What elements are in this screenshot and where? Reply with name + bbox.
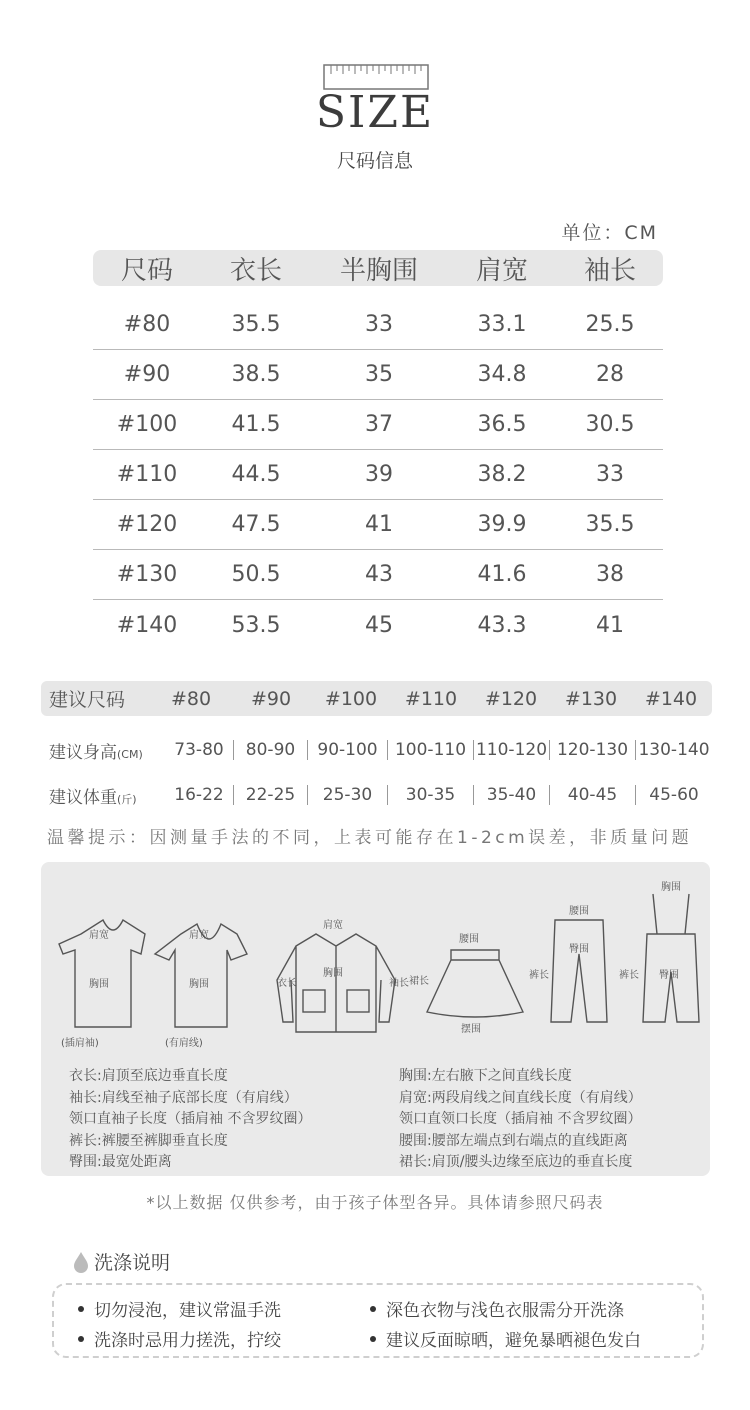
- recommend-header-label: 建议尺码: [49, 689, 126, 711]
- height-value: 110-120: [473, 740, 549, 760]
- label-chest: 胸围: [323, 968, 343, 979]
- label-shoulder: 肩宽: [323, 920, 343, 931]
- table-cell: 43.3: [477, 612, 527, 638]
- table-cell: #110: [116, 462, 178, 487]
- height-value: 130-140: [635, 740, 712, 760]
- label-length: 衣长: [277, 978, 297, 989]
- water-drop-icon: [72, 1251, 90, 1273]
- table-cell: #130: [116, 562, 178, 587]
- bullet-icon: [78, 1306, 84, 1312]
- table-cell: #120: [116, 512, 178, 537]
- weight-value: 35-40: [473, 785, 549, 805]
- height-value: 120-130: [549, 740, 635, 760]
- overalls-icon: [643, 894, 699, 1022]
- table-cell: 33: [596, 462, 624, 487]
- table-row: [93, 600, 663, 650]
- garment-diagrams: [41, 862, 710, 1062]
- label-skirt-length: 裙长: [409, 976, 429, 987]
- definition: 腰围:腰部左端点到右端点的直线距离: [399, 1132, 628, 1149]
- table-row: [93, 400, 663, 450]
- label-hip: 臀围: [659, 970, 679, 981]
- table-cell: 38: [596, 562, 624, 587]
- table-cell: #100: [116, 412, 178, 437]
- label-pants-length: 裤长: [619, 970, 639, 981]
- label-chest: 胸围: [89, 979, 109, 990]
- table-cell: 41.6: [477, 562, 527, 587]
- table-cell: 39.9: [477, 512, 527, 537]
- recommend-height-row: [41, 731, 712, 769]
- label-hip: 臀围: [569, 944, 589, 955]
- pants-icon: [551, 920, 607, 1022]
- recommend-size: #140: [644, 687, 698, 710]
- table-cell: 38.5: [231, 362, 281, 387]
- recommend-size: #120: [484, 687, 538, 710]
- bullet-icon: [370, 1306, 376, 1312]
- header-cell: 尺码: [120, 255, 173, 286]
- size-table: [93, 250, 663, 650]
- recommend-header: [41, 681, 712, 716]
- table-cell: #140: [116, 612, 178, 638]
- unit-label: 单位：CM: [561, 222, 658, 244]
- definition: 裤长:裤腰至裤脚垂直长度: [69, 1132, 228, 1149]
- header-cell: 半胸围: [339, 255, 418, 286]
- label-waist: 腰围: [569, 906, 589, 917]
- table-row: [93, 550, 663, 600]
- definition: 裙长:肩顶/腰头边缘至底边的垂直长度: [399, 1154, 633, 1170]
- definitions-left: [69, 1066, 311, 1174]
- height-value: 73-80: [174, 740, 224, 760]
- table-cell: 45: [365, 612, 393, 638]
- wash-item: 深色衣物与浅色衣服需分开洗涤: [370, 1296, 624, 1321]
- table-row: [93, 450, 663, 500]
- height-value: 90-100: [307, 740, 387, 760]
- table-cell: 41: [596, 612, 624, 638]
- measurement-diagram-panel: [41, 862, 710, 1176]
- weight-value: 25-30: [307, 785, 387, 805]
- label-waist: 腰围: [459, 934, 479, 945]
- measurement-tip: 温馨提示：因测量手法的不同，上表可能存在1-2cm误差，非质量问题: [47, 828, 693, 848]
- label-shoulder: 肩宽: [89, 930, 109, 941]
- label-shoulder: 肩宽: [189, 930, 209, 941]
- weight-value: 16-22: [174, 785, 224, 805]
- table-cell: 53.5: [231, 612, 281, 638]
- label-pants-length: 裤长: [529, 970, 549, 981]
- table-cell: 35.5: [231, 312, 281, 337]
- wash-item: 切勿浸泡，建议常温手洗: [78, 1296, 281, 1321]
- table-cell: 39: [365, 462, 393, 487]
- table-cell: 41.5: [231, 412, 281, 437]
- size-table-header: [93, 250, 663, 286]
- table-cell: 37: [365, 412, 393, 437]
- table-cell: 33: [365, 312, 393, 337]
- caption-raglan: (插肩袖): [61, 1038, 99, 1049]
- page-subtitle: 尺码信息: [336, 150, 413, 172]
- table-cell: 36.5: [477, 412, 527, 437]
- recommend-size: #100: [324, 687, 378, 710]
- table-cell: #90: [123, 362, 171, 387]
- wash-item: 洗涤时忌用力搓洗，拧绞: [78, 1326, 281, 1351]
- height-value: 80-90: [233, 740, 307, 760]
- table-cell: 30.5: [585, 412, 635, 437]
- caption-shoulder: (有肩线): [165, 1038, 203, 1049]
- table-row: [93, 300, 663, 350]
- weight-value: 22-25: [233, 785, 307, 805]
- definition: 领口直袖子长度（插肩袖 不含罗纹圈）: [69, 1111, 312, 1127]
- table-cell: 35.5: [585, 512, 635, 537]
- recommend-size: #80: [170, 687, 212, 710]
- label-hem: 摆围: [461, 1024, 481, 1035]
- definitions-right: [399, 1066, 642, 1174]
- skirt-icon: [427, 950, 523, 1017]
- header-cell: 肩宽: [475, 255, 528, 286]
- table-cell: #80: [123, 312, 171, 337]
- definition: 肩宽:两段肩线之间直线长度（有肩线）: [399, 1089, 642, 1106]
- label-sleeve: 袖长: [389, 978, 409, 989]
- recommend-size: #110: [404, 687, 458, 710]
- table-row: [93, 350, 663, 400]
- wash-title-text: 洗涤说明: [94, 1252, 171, 1274]
- table-cell: 47.5: [231, 512, 281, 537]
- table-cell: 34.8: [477, 362, 527, 387]
- wash-title: [72, 1248, 170, 1275]
- table-cell: 43: [365, 562, 393, 587]
- page-title: SIZE: [315, 87, 435, 138]
- definition: 领口直领口长度（插肩袖 不含罗纹圈）: [399, 1111, 642, 1127]
- weight-value: 30-35: [387, 785, 473, 805]
- label-chest: 胸围: [189, 979, 209, 990]
- height-value: 100-110: [387, 740, 473, 760]
- table-row: [93, 500, 663, 550]
- bullet-icon: [78, 1336, 84, 1342]
- header-cell: 袖长: [583, 255, 636, 286]
- table-cell: 41: [365, 512, 393, 537]
- table-cell: 35: [365, 362, 393, 387]
- weight-value: 45-60: [635, 785, 712, 805]
- recommend-size: #130: [564, 687, 618, 710]
- recommend-size: #90: [250, 687, 292, 710]
- weight-label: 建议体重(斤): [49, 787, 137, 808]
- table-cell: 33.1: [477, 312, 527, 337]
- height-label: 建议身高(CM): [49, 742, 143, 763]
- table-cell: 25.5: [585, 312, 635, 337]
- table-cell: 50.5: [231, 562, 281, 587]
- wash-item: 建议反面晾晒，避免暴晒褪色发白: [370, 1326, 641, 1351]
- recommend-weight-row: [41, 776, 712, 814]
- label-chest: 胸围: [661, 882, 681, 893]
- table-cell: 38.2: [477, 462, 527, 487]
- table-cell: 44.5: [231, 462, 281, 487]
- definition: 胸围:左右腋下之间直线长度: [399, 1068, 572, 1084]
- bullet-icon: [370, 1336, 376, 1342]
- definition: 衣长:肩顶至底边垂直长度: [69, 1068, 228, 1084]
- definition: 臀围:最宽处距离: [69, 1154, 172, 1170]
- definition: 袖长:肩线至袖子底部长度（有肩线）: [69, 1089, 298, 1106]
- header-cell: 衣长: [229, 255, 282, 286]
- weight-value: 40-45: [549, 785, 635, 805]
- disclaimer: *以上数据 仅供参考，由于孩子体型各异。具体请参照尺码表: [146, 1193, 604, 1212]
- table-cell: 28: [596, 362, 624, 387]
